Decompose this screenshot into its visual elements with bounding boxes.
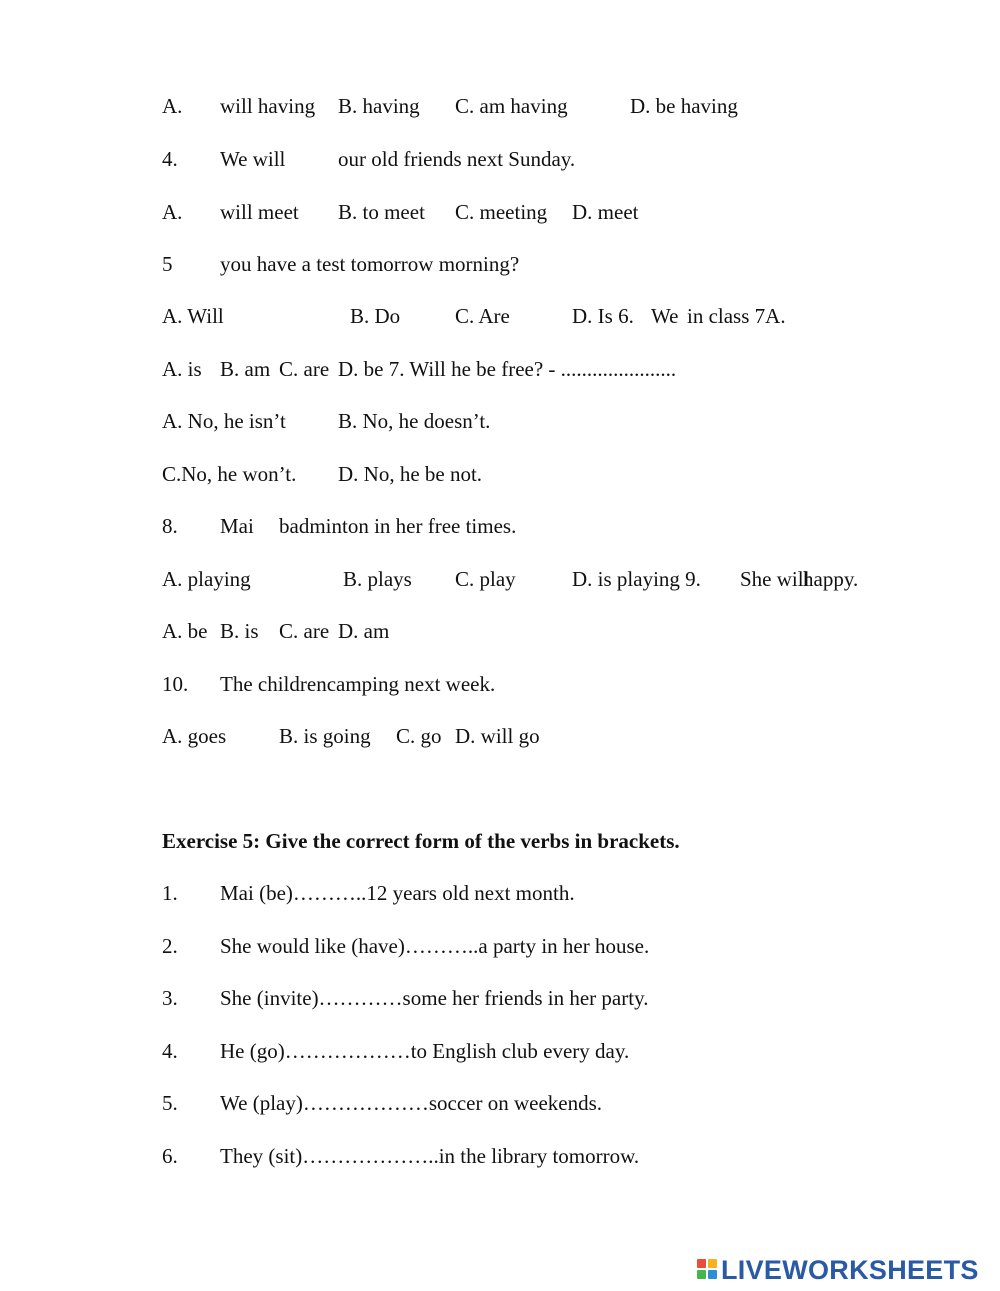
q10-number: 10. xyxy=(162,672,189,696)
q6-option-a: A. is xyxy=(162,357,202,381)
q5-option-a: A. Will xyxy=(162,304,224,328)
q4-option-a-label: A. xyxy=(162,200,183,224)
q5-option-b: B. Do xyxy=(350,304,401,328)
q10-option-c: C. go xyxy=(396,724,442,748)
q5-option-c: C. Are xyxy=(455,304,510,328)
q10-option-b: B. is going xyxy=(279,724,371,748)
logo-block-yellow xyxy=(708,1259,717,1268)
logo-block-blue xyxy=(708,1270,717,1279)
q9-option-b: B. is xyxy=(220,619,259,643)
q4-number: 4. xyxy=(162,147,178,171)
q8-text-part1: Mai xyxy=(220,514,254,538)
logo-block-green xyxy=(697,1270,706,1279)
exercise5-item-number: 2. xyxy=(162,934,178,958)
liveworksheets-logo-icon xyxy=(697,1259,719,1281)
q3-option-b: B. having xyxy=(338,94,420,118)
q3-option-a-label: A. xyxy=(162,94,183,118)
exercise5-title: Exercise 5: Give the correct form of the verbs in brackets. xyxy=(162,829,680,853)
exercise5-item-text: He (go)………………to English club every day. xyxy=(220,1039,630,1063)
q8-number: 8. xyxy=(162,514,178,538)
q3-option-c: C. am having xyxy=(455,94,568,118)
exercise5-item-number: 4. xyxy=(162,1039,178,1063)
q9-text-part1: She will xyxy=(740,567,810,591)
q6-text-part1: We xyxy=(651,304,679,328)
q4-option-b: B. to meet xyxy=(338,200,425,224)
q10-option-a: A. goes xyxy=(162,724,227,748)
exercise5-item-text: She would like (have)………..a party in her house. xyxy=(220,934,650,958)
q5-number: 5 xyxy=(162,252,173,276)
q6-option-c: C. are xyxy=(279,357,330,381)
q10-option-d: D. will go xyxy=(455,724,540,748)
liveworksheets-logo xyxy=(697,1255,979,1285)
q3-option-d: D. be having xyxy=(630,94,738,118)
q6-option-b: B. am xyxy=(220,357,271,381)
q9-text-part2: happy. xyxy=(803,567,859,591)
q8-option-d-and-q9-number: D. is playing 9. xyxy=(572,567,701,591)
logo-block-red xyxy=(697,1259,706,1268)
q9-option-d: D. am xyxy=(338,619,390,643)
exercise5-item-text: We (play)………………soccer on weekends. xyxy=(220,1091,603,1115)
q8-option-b: B. plays xyxy=(343,567,412,591)
q7-option-c: C.No, he won’t. xyxy=(162,462,297,486)
exercise5-item-text: Mai (be)………..12 years old next month. xyxy=(220,881,575,905)
q7-option-d: D. No, he be not. xyxy=(338,462,483,486)
q6-option-d-and-q7-stem: D. be 7. Will he be free? - ...................... xyxy=(338,357,677,381)
q4-option-a: will meet xyxy=(220,200,299,224)
q8-text-part2: badminton in her free times. xyxy=(279,514,517,538)
q4-text-part1: We will xyxy=(220,147,286,171)
exercise5-item-text: They (sit)………………..in the library tomorrow. xyxy=(220,1144,640,1168)
q4-text-part2: our old friends next Sunday. xyxy=(338,147,576,171)
q5-option-d-and-q6-number: D. Is 6. xyxy=(572,304,634,328)
q4-option-d: D. meet xyxy=(572,200,639,224)
liveworksheets-logo-text: LIVEWORKSHEETS xyxy=(721,1254,979,1285)
q10-text: The childrencamping next week. xyxy=(220,672,496,696)
q4-option-c: C. meeting xyxy=(455,200,548,224)
q9-option-a: A. be xyxy=(162,619,208,643)
exercise5-item-number: 6. xyxy=(162,1144,178,1168)
exercise5-item-text: She (invite)…………some her friends in her party. xyxy=(220,986,649,1010)
q6-text-part2: in class 7A. xyxy=(687,304,786,328)
q8-option-a: A. playing xyxy=(162,567,251,591)
exercise5-item-number: 3. xyxy=(162,986,178,1010)
exercise5-item-number: 5. xyxy=(162,1091,178,1115)
q7-option-b: B. No, he doesn’t. xyxy=(338,409,491,433)
q5-text: you have a test tomorrow morning? xyxy=(220,252,520,276)
exercise5-item-number: 1. xyxy=(162,881,178,905)
q3-option-a: will having xyxy=(220,94,316,118)
q9-option-c: C. are xyxy=(279,619,330,643)
q8-option-c: C. play xyxy=(455,567,516,591)
q7-option-a: A. No, he isn’t xyxy=(162,409,286,433)
